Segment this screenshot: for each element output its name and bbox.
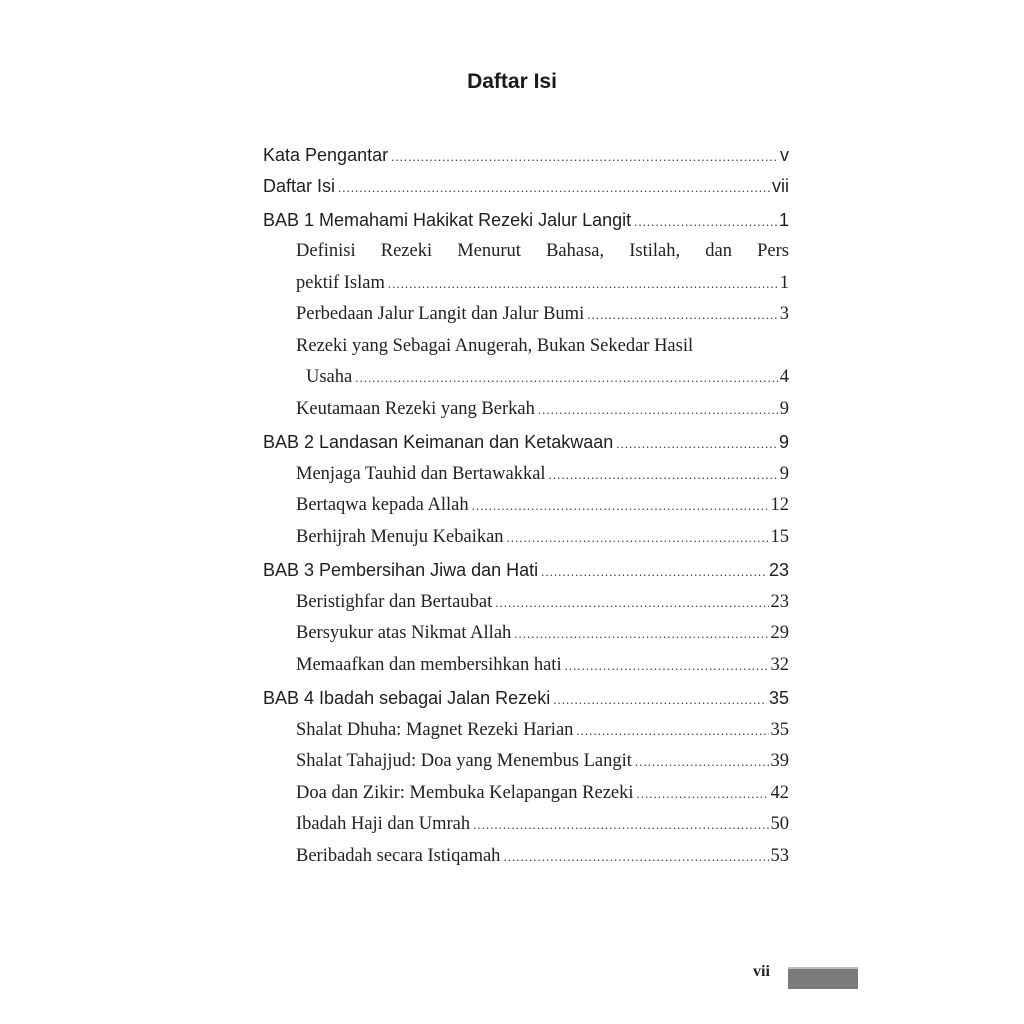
toc-page-number: 9 — [779, 463, 789, 484]
dot-leader — [587, 307, 778, 323]
toc-entry-title-line1: Rezeki yang Sebagai Anugerah, Bukan Sekedar Hasil — [296, 335, 694, 356]
toc-entry-bertaqwa[interactable] — [263, 491, 789, 523]
toc-entry-title: Doa dan Zikir: Membuka Kelapangan Rezeki — [296, 782, 634, 803]
toc-page-number: vii — [772, 176, 789, 196]
toc-entry-title: Daftar Isi — [263, 176, 336, 196]
dot-leader — [338, 180, 770, 196]
dot-leader — [472, 498, 769, 514]
dot-leader — [473, 817, 768, 833]
toc-page-number: 3 — [779, 304, 789, 324]
toc-entry-kata-pengantar[interactable] — [263, 140, 789, 172]
toc-entry-definisi-rezeki[interactable] — [263, 237, 789, 269]
toc-entry-title: Memaafkan dan membersihkan hati — [296, 654, 562, 675]
dot-leader — [391, 149, 778, 165]
toc-entry-title: Beribadah secara Istiqamah — [296, 845, 501, 866]
toc-entry-berhijrah[interactable] — [263, 522, 789, 554]
toc-page-number: 23 — [770, 591, 789, 612]
toc-entry-title-line2: Usaha — [306, 367, 353, 387]
toc-entry-rezeki-anugerah-cont[interactable] — [263, 363, 789, 395]
dot-leader — [388, 276, 778, 292]
dot-leader — [616, 436, 777, 452]
page-number: vii — [753, 963, 770, 980]
dot-leader — [355, 370, 778, 386]
toc-page-number: 9 — [779, 398, 789, 419]
dot-leader — [514, 626, 768, 642]
toc-entry-title: Kata Pengantar — [263, 144, 389, 165]
toc-entry-title: Bersyukur atas Nikmat Allah — [296, 623, 512, 643]
toc-entry-title: Shalat Dhuha: Magnet Rezeki Harian — [296, 719, 574, 740]
toc-page-number: v — [780, 144, 789, 165]
dot-leader — [576, 723, 768, 739]
toc-page-number: 9 — [778, 432, 789, 452]
toc-entry-title-line2: pektif Islam — [296, 272, 385, 293]
dot-leader — [637, 786, 769, 802]
toc-entry-istiqamah[interactable] — [263, 841, 789, 873]
dot-leader — [503, 849, 768, 865]
toc-page-number: 1 — [779, 272, 789, 293]
toc-page-number: 42 — [770, 782, 789, 803]
toc-entry-memaafkan[interactable] — [263, 650, 789, 682]
toc-page-number: 4 — [779, 367, 789, 387]
toc-page-number: 1 — [778, 209, 789, 230]
toc-page-number: 32 — [770, 654, 789, 675]
dot-leader — [549, 467, 778, 483]
toc-page-number: 50 — [770, 814, 789, 834]
toc-entry-daftar-isi[interactable] — [263, 172, 789, 204]
toc-entry-bab-4[interactable] — [263, 684, 789, 716]
toc-entry-bab-2[interactable] — [263, 428, 789, 460]
dot-leader — [541, 564, 767, 580]
table-of-contents — [263, 140, 789, 873]
toc-entry-title: Bertaqwa kepada Allah — [296, 495, 469, 515]
toc-page-number: 23 — [768, 560, 789, 580]
page-title: Daftar Isi — [467, 70, 557, 93]
toc-entry-bersyukur[interactable] — [263, 619, 789, 651]
toc-page-number: 53 — [770, 845, 789, 866]
toc-page-number: 35 — [768, 688, 789, 708]
toc-entry-ibadah-haji[interactable] — [263, 810, 789, 842]
toc-entry-rezeki-anugerah[interactable] — [263, 331, 789, 363]
toc-entry-doa-zikir[interactable] — [263, 778, 789, 810]
toc-entry-title: Keutamaan Rezeki yang Berkah — [296, 398, 535, 419]
toc-page-number: 15 — [770, 526, 789, 547]
toc-entry-beristighfar[interactable] — [263, 587, 789, 619]
dot-leader — [635, 754, 769, 770]
toc-entry-title: Ibadah Haji dan Umrah — [296, 814, 471, 834]
toc-page-number: 12 — [770, 495, 789, 515]
dot-leader — [507, 530, 769, 546]
toc-page-number: 35 — [770, 719, 789, 740]
toc-entry-title: Menjaga Tauhid dan Bertawakkal — [296, 463, 546, 484]
dot-leader — [553, 692, 767, 708]
toc-entry-definisi-rezeki-cont[interactable] — [263, 268, 789, 300]
toc-entry-menjaga-tauhid[interactable] — [263, 459, 789, 491]
toc-entry-title: Berhijrah Menuju Kebaikan — [296, 526, 504, 547]
dot-leader — [634, 214, 777, 230]
dot-leader — [538, 402, 778, 418]
footer-bar — [788, 967, 858, 989]
toc-entry-title: BAB 2 Landasan Keimanan dan Ketakwaan — [263, 432, 614, 452]
toc-entry-title-line1: Definisi Rezeki Menurut Bahasa, Istilah, dan Pers — [296, 241, 789, 261]
toc-entry-keutamaan-rezeki[interactable] — [263, 394, 789, 426]
dot-leader — [495, 595, 768, 611]
toc-page-number: 29 — [770, 623, 789, 643]
dot-leader — [565, 658, 769, 674]
toc-entry-perbedaan-jalur[interactable] — [263, 300, 789, 332]
toc-page-number: 39 — [770, 751, 789, 771]
toc-entry-bab-1[interactable] — [263, 205, 789, 237]
toc-entry-title: Beristighfar dan Bertaubat — [296, 591, 493, 612]
toc-entry-bab-3[interactable] — [263, 556, 789, 588]
toc-entry-title: BAB 4 Ibadah sebagai Jalan Rezeki — [263, 688, 551, 708]
toc-entry-shalat-tahajjud[interactable] — [263, 747, 789, 779]
toc-entry-shalat-dhuha[interactable] — [263, 715, 789, 747]
toc-entry-title: Perbedaan Jalur Langit dan Jalur Bumi — [296, 304, 585, 324]
toc-entry-title: BAB 1 Memahami Hakikat Rezeki Jalur Langit — [263, 209, 632, 230]
toc-entry-title: BAB 3 Pembersihan Jiwa dan Hati — [263, 560, 539, 580]
toc-entry-title: Shalat Tahajjud: Doa yang Menembus Langit — [296, 751, 632, 771]
